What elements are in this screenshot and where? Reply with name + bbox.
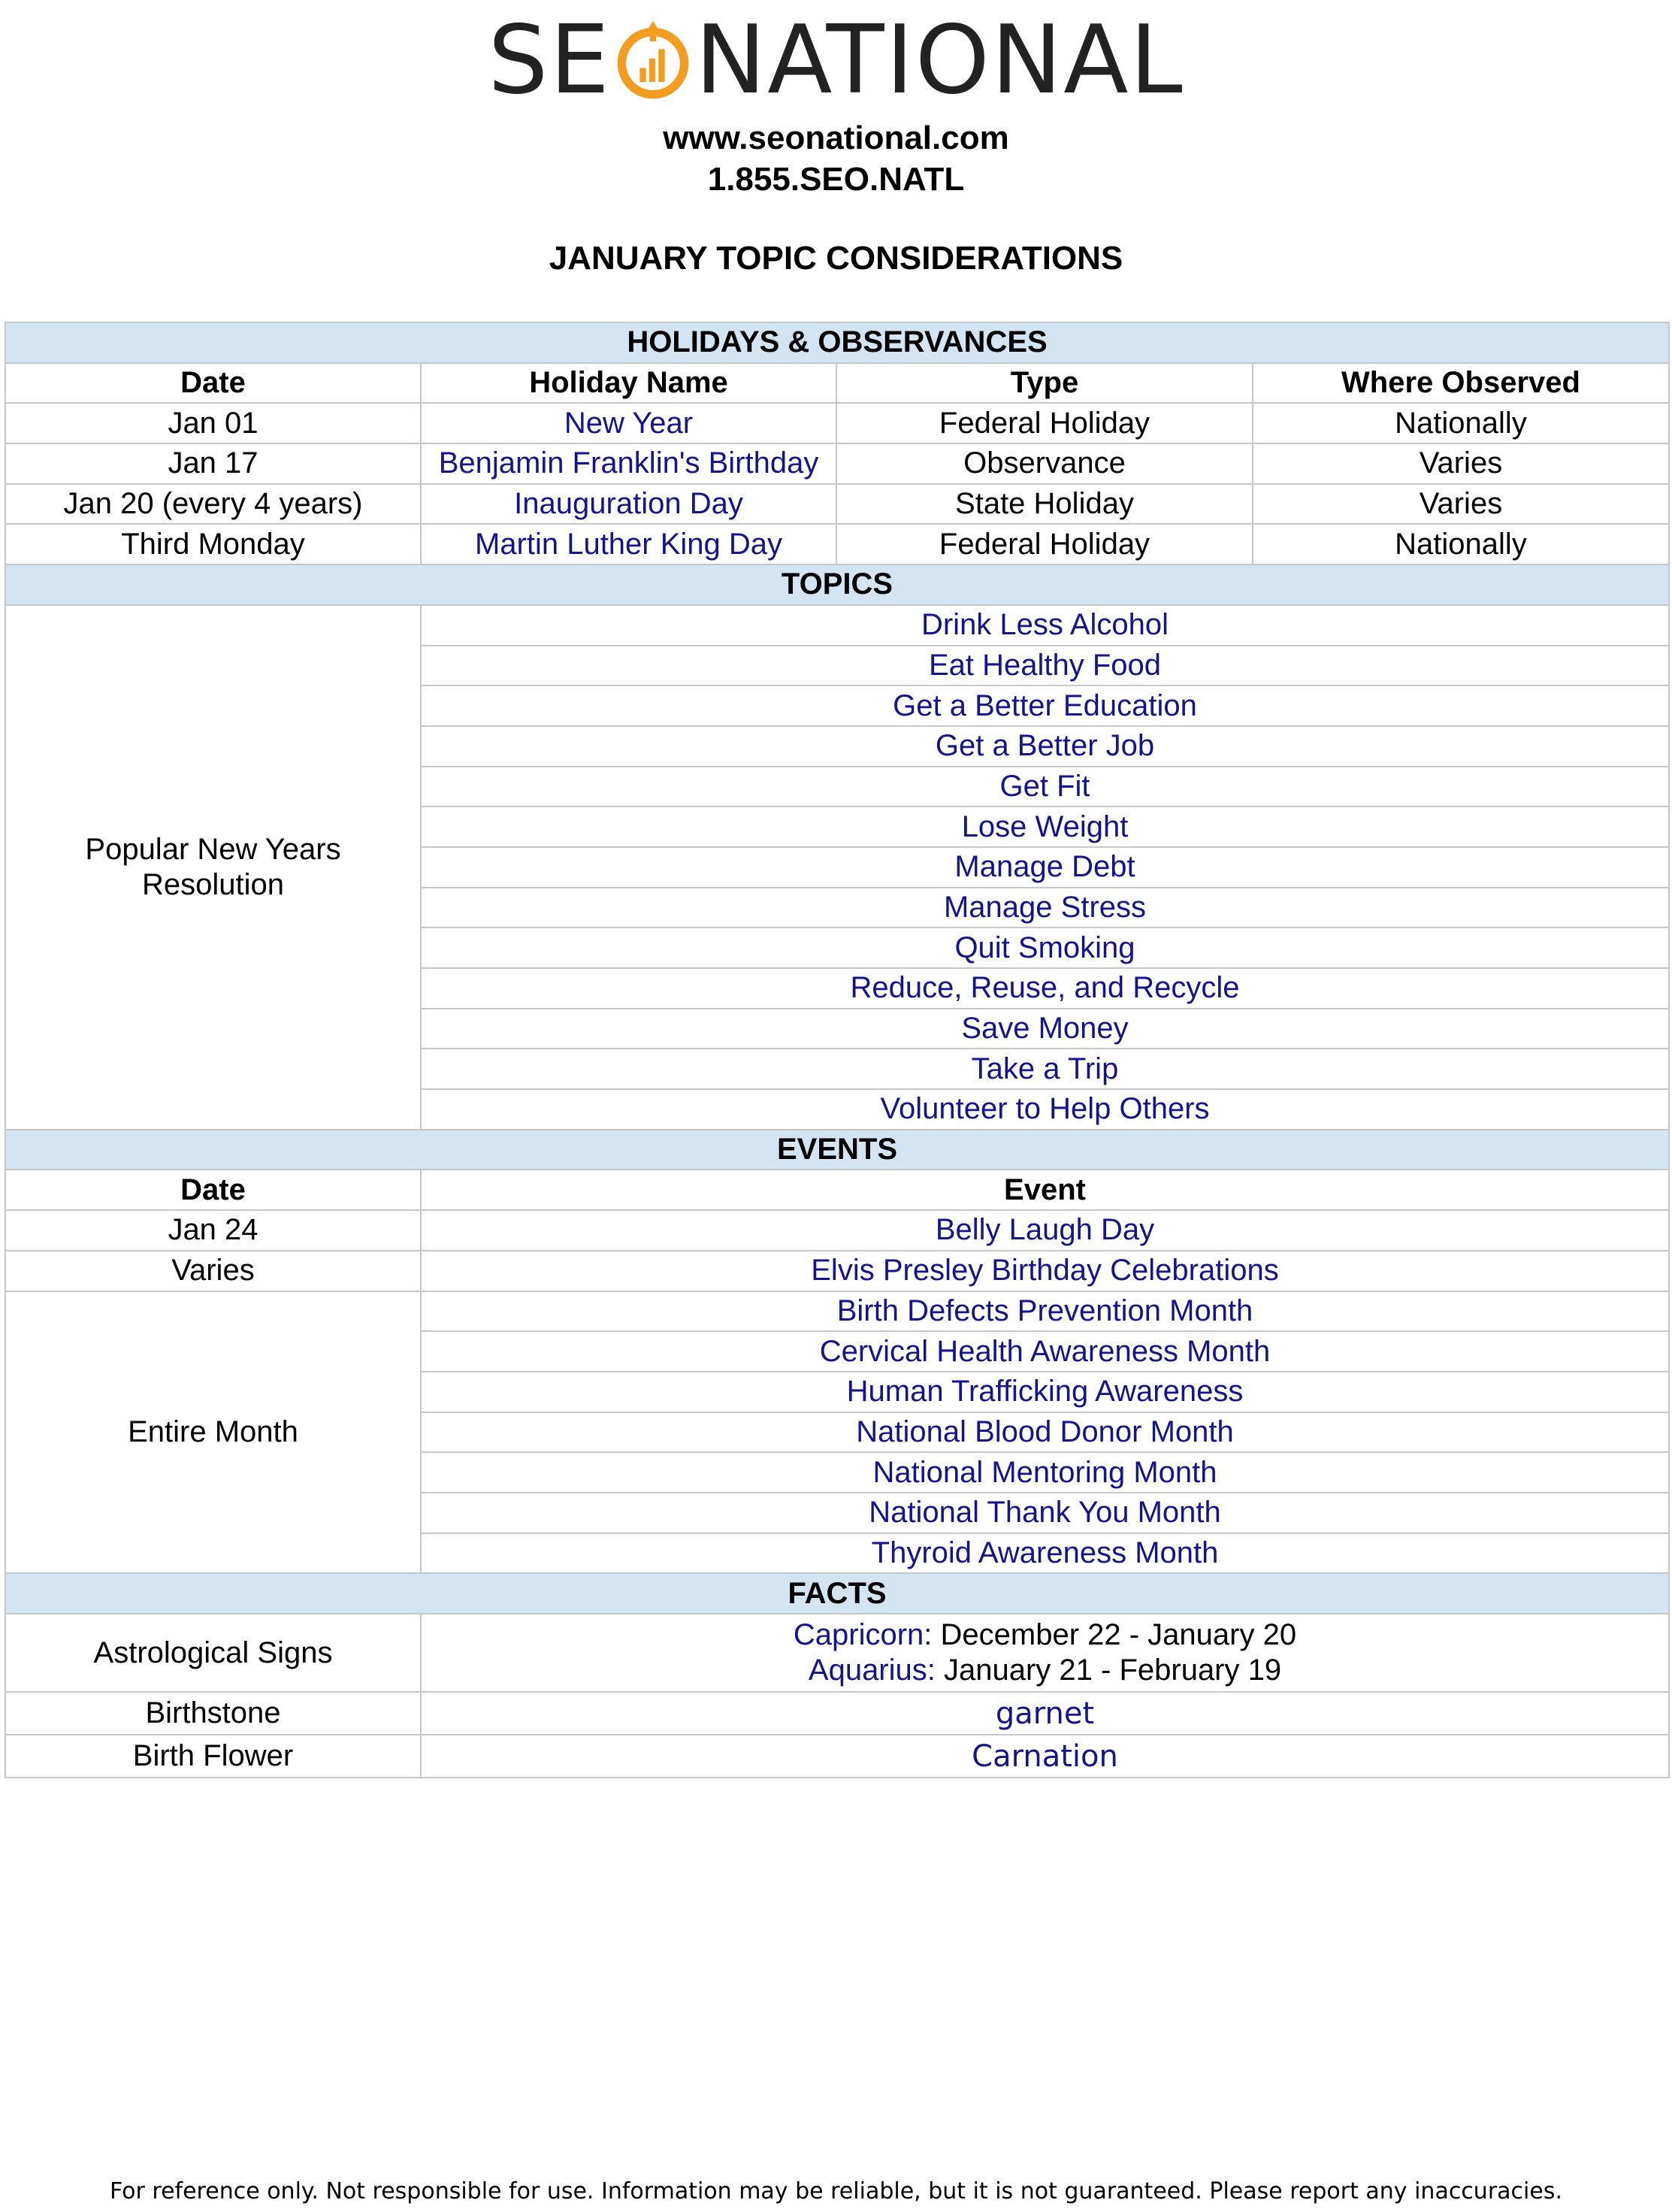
holiday-date: Third Monday <box>5 524 421 564</box>
topic-link[interactable]: Quit Smoking <box>421 927 1669 968</box>
holiday-name-link[interactable]: Inauguration Day <box>421 484 836 525</box>
holiday-type: Federal Holiday <box>836 403 1253 443</box>
holiday-row <box>5 484 1669 525</box>
holiday-name-link[interactable]: New Year <box>421 403 836 443</box>
holiday-date: Jan 01 <box>5 403 421 443</box>
col-header-event-date: Date <box>5 1170 421 1210</box>
topic-link[interactable]: Volunteer to Help Others <box>421 1089 1669 1130</box>
topic-link[interactable]: Eat Healthy Food <box>421 646 1669 686</box>
birthstone-link[interactable]: garnet <box>421 1692 1669 1735</box>
holiday-row <box>5 443 1669 484</box>
topic-link[interactable]: Get Fit <box>421 767 1669 807</box>
section-facts: FACTS <box>5 1573 1669 1614</box>
logo-o-icon <box>614 21 692 99</box>
holiday-row <box>5 524 1669 564</box>
holiday-where: Nationally <box>1253 403 1669 443</box>
topic-link[interactable]: Take a Trip <box>421 1049 1669 1089</box>
col-header-where: Where Observed <box>1253 363 1669 404</box>
topic-link[interactable]: Manage Debt <box>421 847 1669 888</box>
event-link[interactable]: National Thank You Month <box>421 1493 1669 1533</box>
topic-link[interactable]: Lose Weight <box>421 806 1669 847</box>
birth-flower-label: Birth Flower <box>5 1735 421 1778</box>
event-link[interactable]: Cervical Health Awareness Month <box>421 1331 1669 1372</box>
event-link[interactable]: Belly Laugh Day <box>421 1210 1669 1251</box>
phone-number: 1.855.SEO.NATL <box>707 161 965 198</box>
holiday-where: Varies <box>1253 484 1669 525</box>
holiday-row <box>5 403 1669 443</box>
event-row <box>5 1251 1669 1291</box>
sign-capricorn-link[interactable]: Capricorn: <box>793 1618 933 1651</box>
disclaimer-footer: For reference only. Not responsible for use. Information may be reliable, but it is not guaranteed. Please report any inaccuracies. <box>110 2178 1562 2204</box>
holiday-where: Varies <box>1253 443 1669 484</box>
holiday-type: Federal Holiday <box>836 524 1253 564</box>
holiday-date: Jan 17 <box>5 443 421 484</box>
topic-link[interactable]: Get a Better Job <box>421 726 1669 767</box>
event-date: Varies <box>5 1251 421 1291</box>
website-link[interactable]: www.seonational.com <box>663 120 1009 156</box>
holiday-name-link[interactable]: Martin Luther King Day <box>421 524 836 564</box>
logo-text-right: NATIONAL <box>694 5 1184 115</box>
holiday-type: Observance <box>836 443 1253 484</box>
topic-link[interactable]: Save Money <box>421 1009 1669 1049</box>
topic-link[interactable]: Manage Stress <box>421 888 1669 928</box>
event-link[interactable]: Elvis Presley Birthday Celebrations <box>421 1251 1669 1291</box>
astro-signs <box>421 1614 1669 1692</box>
topic-link[interactable]: Reduce, Reuse, and Recycle <box>421 968 1669 1009</box>
topic-group-label <box>5 605 421 1130</box>
event-month-label: Entire Month <box>5 1291 421 1574</box>
birthstone-label: Birthstone <box>5 1692 421 1735</box>
birth-flower-link[interactable]: Carnation <box>421 1735 1669 1778</box>
topics-table <box>5 322 1670 1778</box>
event-link[interactable]: Human Trafficking Awareness <box>421 1372 1669 1412</box>
section-topics: TOPICS <box>5 564 1669 605</box>
col-header-event: Event <box>421 1170 1669 1210</box>
section-events: EVENTS <box>5 1130 1669 1170</box>
topic-link[interactable]: Get a Better Education <box>421 685 1669 726</box>
sign-aquarius-link[interactable]: Aquarius: <box>808 1654 936 1687</box>
event-date: Jan 24 <box>5 1210 421 1251</box>
col-header-holiday-name: Holiday Name <box>421 363 836 404</box>
col-header-type: Type <box>836 363 1253 404</box>
holiday-where: Nationally <box>1253 524 1669 564</box>
logo <box>0 5 1672 115</box>
holiday-type: State Holiday <box>836 484 1253 525</box>
logo-text-left: SE <box>488 5 611 115</box>
topic-group-label-line2: Resolution <box>141 867 284 901</box>
topic-group-label-line1: Popular New Years <box>85 832 341 866</box>
col-header-date: Date <box>5 363 421 404</box>
astro-label: Astrological Signs <box>5 1614 421 1692</box>
event-row <box>5 1210 1669 1251</box>
topic-link[interactable]: Drink Less Alcohol <box>421 605 1669 646</box>
event-link[interactable]: National Mentoring Month <box>421 1452 1669 1493</box>
holiday-name-link[interactable]: Benjamin Franklin's Birthday <box>421 443 836 484</box>
event-link[interactable]: Birth Defects Prevention Month <box>421 1291 1669 1332</box>
sign-capricorn-dates: December 22 - January 20 <box>932 1618 1297 1651</box>
page-title: JANUARY TOPIC CONSIDERATIONS <box>549 240 1123 277</box>
holiday-date: Jan 20 (every 4 years) <box>5 484 421 525</box>
event-link[interactable]: National Blood Donor Month <box>421 1412 1669 1453</box>
event-link[interactable]: Thyroid Awareness Month <box>421 1533 1669 1574</box>
section-holidays: HOLIDAYS & OBSERVANCES <box>5 322 1669 363</box>
sign-aquarius-dates: January 21 - February 19 <box>935 1654 1282 1687</box>
